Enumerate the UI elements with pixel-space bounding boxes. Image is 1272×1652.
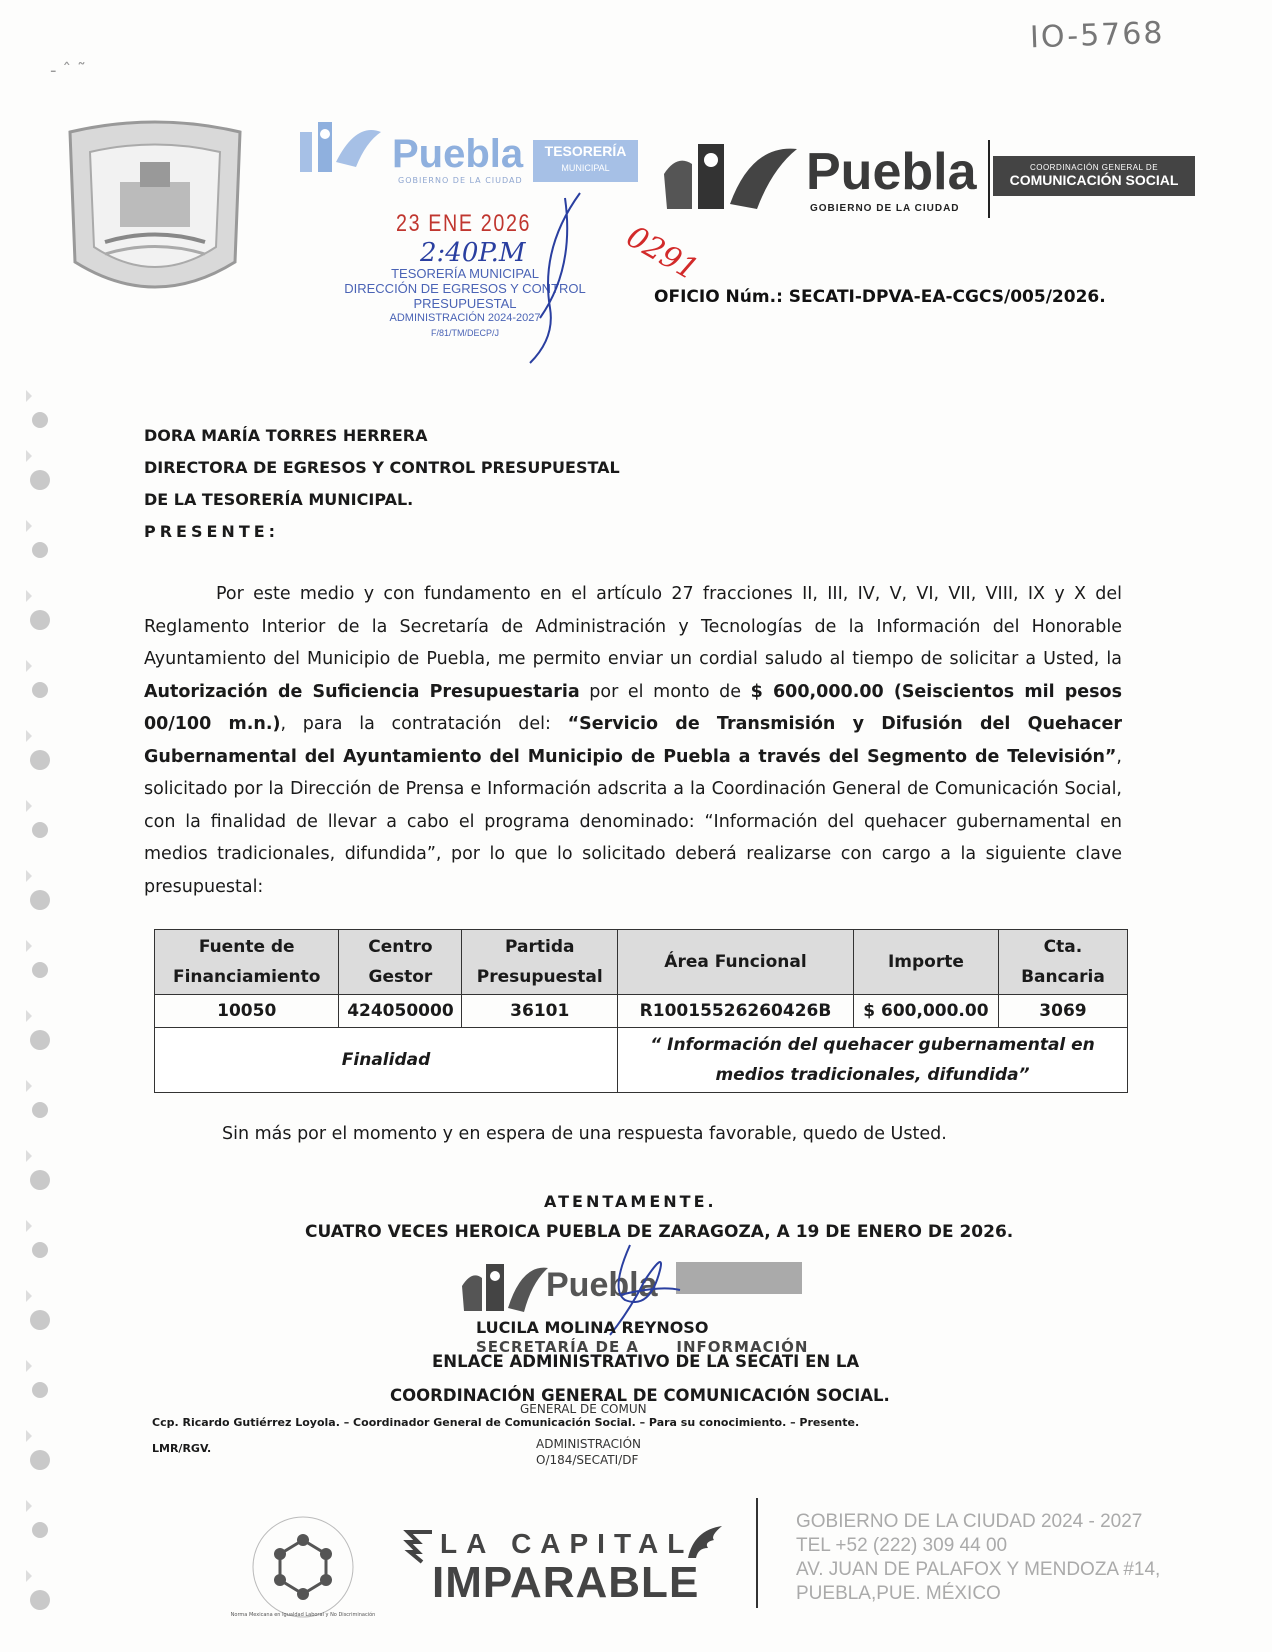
receipt-stamp-line3: PRESUPUESTAL bbox=[413, 296, 517, 311]
receipt-stamp-line1: TESORERÍA MUNICIPAL bbox=[391, 266, 539, 281]
footer-contact bbox=[796, 1510, 1160, 1606]
table-header: Centro Gestor bbox=[339, 930, 462, 995]
finalidad-label: Finalidad bbox=[155, 1028, 618, 1093]
addressee-name: DORA MARÍA TORRES HERRERA bbox=[144, 426, 428, 445]
table-header: Área Funcional bbox=[618, 930, 854, 995]
table-header: Fuente de Financiamiento bbox=[155, 930, 339, 995]
footer-divider bbox=[756, 1498, 758, 1608]
body-bold-amount: $ 600,000.00 (Seiscientos mil pesos 00/100 m.n.) bbox=[144, 681, 1122, 734]
finalidad-value: “ Información del quehacer gubernamental en medios tradicionales, difundida” bbox=[618, 1028, 1128, 1093]
table-cell: 3069 bbox=[998, 995, 1127, 1028]
signature-stamp-box bbox=[676, 1262, 802, 1294]
signature-stamp-line3: GENERAL DE COMUN bbox=[520, 1402, 647, 1416]
tesoreria-logo-word: Puebla bbox=[392, 132, 524, 176]
tesoreria-box-title: TESORERÍA bbox=[544, 143, 627, 159]
addressee-presente: PRESENTE: bbox=[144, 522, 280, 541]
atentamente: ATENTAMENTE. bbox=[544, 1192, 717, 1211]
norma-igualdad-emblem bbox=[230, 1512, 376, 1622]
scan-mark: ‑ ˆ ˜ bbox=[50, 60, 86, 81]
receipt-signature-stroke bbox=[520, 188, 590, 368]
stamp-line1: SECRETARÍA DE A bbox=[476, 1338, 640, 1356]
table-header: Cta. Bancaria bbox=[998, 930, 1127, 995]
table-cell: 424050000 bbox=[339, 995, 462, 1028]
logo-divider bbox=[988, 140, 990, 218]
budget-key-table bbox=[154, 929, 1128, 1093]
norma-text: Norma Mexicana en Igualdad Laboral y No Discriminación bbox=[230, 1612, 376, 1618]
signature-stamp-admin bbox=[536, 1436, 641, 1468]
tesoreria-puebla-logo-icon bbox=[296, 112, 386, 182]
addressee-department: DE LA TESORERÍA MUNICIPAL. bbox=[144, 490, 414, 509]
body-text-1: Por este medio y con fundamento en el artículo 27 fracciones II, III, IV, V, VI, VII, VIII, IX y X del Reglamento Interior de la Secretaría de Administración y Tecnologías de la Información del Honorable Ayuntamiento del Municipio de Puebla, me permito enviar un cordial saludo al tiempo de solicitar a Usted, la bbox=[144, 584, 1122, 669]
capital-slogan-line2: IMPARABLE bbox=[432, 1558, 700, 1607]
handwritten-folio: 0291 bbox=[620, 219, 704, 288]
tesoreria-logo-subtitle: GOBIERNO DE LA CIUDAD bbox=[398, 176, 523, 185]
signer-name: LUCILA MOLINA REYNOSO bbox=[476, 1318, 709, 1337]
receipt-stamp-line5: F/81/TM/DECP/J bbox=[430, 328, 499, 338]
footer-address: AV. JUAN DE PALAFOX Y MENDOZA #14, bbox=[796, 1559, 1161, 1580]
table-cell: $ 600,000.00 bbox=[853, 995, 998, 1028]
stamp-line5: O/184/SECATI/DF bbox=[536, 1453, 639, 1467]
capital-right-wing-icon bbox=[684, 1522, 724, 1562]
signer-role-line1: ENLACE ADMINISTRATIVO DE LA SECATI EN LA bbox=[432, 1352, 860, 1371]
receipt-stamp-line2: DIRECCIÓN DE EGRESOS Y CONTROL bbox=[344, 281, 586, 296]
stamp-line2: INFORMACIÓN bbox=[676, 1338, 809, 1356]
addressee-block bbox=[144, 420, 620, 548]
footer-government: GOBIERNO DE LA CIUDAD 2024 - 2027 bbox=[796, 1511, 1143, 1532]
table-cell: 36101 bbox=[462, 995, 618, 1028]
initials: LMR/RGV. bbox=[152, 1442, 212, 1455]
decorative-border-strip bbox=[22, 380, 62, 1640]
table-row bbox=[155, 995, 1128, 1028]
receipt-stamp-time: 2:40P.M bbox=[420, 238, 526, 268]
comunicacion-box-line1: COORDINACIÓN GENERAL DE bbox=[1029, 163, 1159, 172]
table-header: Partida Presupuestal bbox=[462, 930, 618, 995]
capital-slogan-line1: LA CAPITAL bbox=[440, 1528, 694, 1559]
signature-stamp-logo-icon bbox=[460, 1256, 550, 1316]
tesoreria-box-subtitle: MUNICIPAL bbox=[561, 163, 610, 173]
body-text-2: por el monto de bbox=[579, 681, 751, 702]
handwritten-reference: IO-5768 bbox=[1029, 15, 1166, 56]
footer-city: PUEBLA,PUE. MÉXICO bbox=[796, 1583, 1001, 1604]
receipt-stamp-date: 23 ENE 2026 bbox=[396, 210, 532, 237]
puebla-government-logo-icon bbox=[662, 134, 802, 214]
stamp-line4: ADMINISTRACIÓN bbox=[536, 1437, 641, 1451]
tesoreria-logo-box bbox=[533, 140, 638, 182]
table-finalidad-row bbox=[155, 1028, 1128, 1093]
comunicacion-social-box bbox=[993, 156, 1195, 196]
comunicacion-box-line2: COMUNICACIÓN SOCIAL bbox=[1009, 172, 1179, 188]
body-bold-service: “Servicio de Transmisión y Difusión del Quehacer Gubernamental del Ayuntamiento del Municipio de Puebla a través del Segmento de Televisión” bbox=[144, 714, 1122, 767]
oficio-number: OFICIO Núm.: SECATI-DPVA-EA-CGCS/005/2026. bbox=[654, 287, 1106, 307]
table-cell: 10050 bbox=[155, 995, 339, 1028]
receipt-stamp-line4: ADMINISTRACIÓN 2024-2027 bbox=[389, 312, 541, 324]
closing-sentence: Sin más por el momento y en espera de una respuesta favorable, quedo de Usted. bbox=[222, 1124, 947, 1144]
letter-body bbox=[144, 578, 1122, 903]
city-seal-emblem bbox=[60, 112, 250, 312]
table-cell: R10015526260426B bbox=[618, 995, 854, 1028]
puebla-logo-word: Puebla bbox=[806, 143, 977, 201]
table-header-row bbox=[155, 930, 1128, 995]
body-paragraph bbox=[144, 578, 1122, 903]
body-text-4: , solicitado por la Dirección de Prensa e Información adscrita a la Coordinación General de Comunicación Social, con la finalidad de llevar a cabo el programa denominado: “Información del quehacer gubernamental en medios tradicionales, difundida”, por lo que lo solicitado deberá realizarse con cargo a la siguiente clave presupuestal: bbox=[144, 746, 1122, 897]
table-header: Importe bbox=[853, 930, 998, 995]
puebla-logo-subtitle: GOBIERNO DE LA CIUDAD bbox=[810, 203, 960, 214]
footer-phone: TEL +52 (222) 309 44 00 bbox=[796, 1535, 1008, 1556]
signature-stamp-word: Puebla bbox=[546, 1266, 658, 1304]
body-text-3: , para la contratación del: bbox=[280, 714, 568, 734]
carbon-copy: Ccp. Ricardo Gutiérrez Loyola. – Coordinador General de Comunicación Social. – Para su conocimiento. – Presente. bbox=[152, 1416, 860, 1429]
city-date-line: CUATRO VECES HEROICA PUEBLA DE ZARAGOZA, A 19 DE ENERO DE 2026. bbox=[305, 1222, 1014, 1242]
addressee-title: DIRECTORA DE EGRESOS Y CONTROL PRESUPUESTAL bbox=[144, 458, 620, 477]
capital-left-wing-icon bbox=[404, 1528, 434, 1564]
body-bold-authorization: Autorización de Suficiencia Presupuestaria bbox=[144, 681, 580, 702]
signer-role-line2: COORDINACIÓN GENERAL DE COMUNICACIÓN SOCIAL. bbox=[390, 1386, 890, 1405]
